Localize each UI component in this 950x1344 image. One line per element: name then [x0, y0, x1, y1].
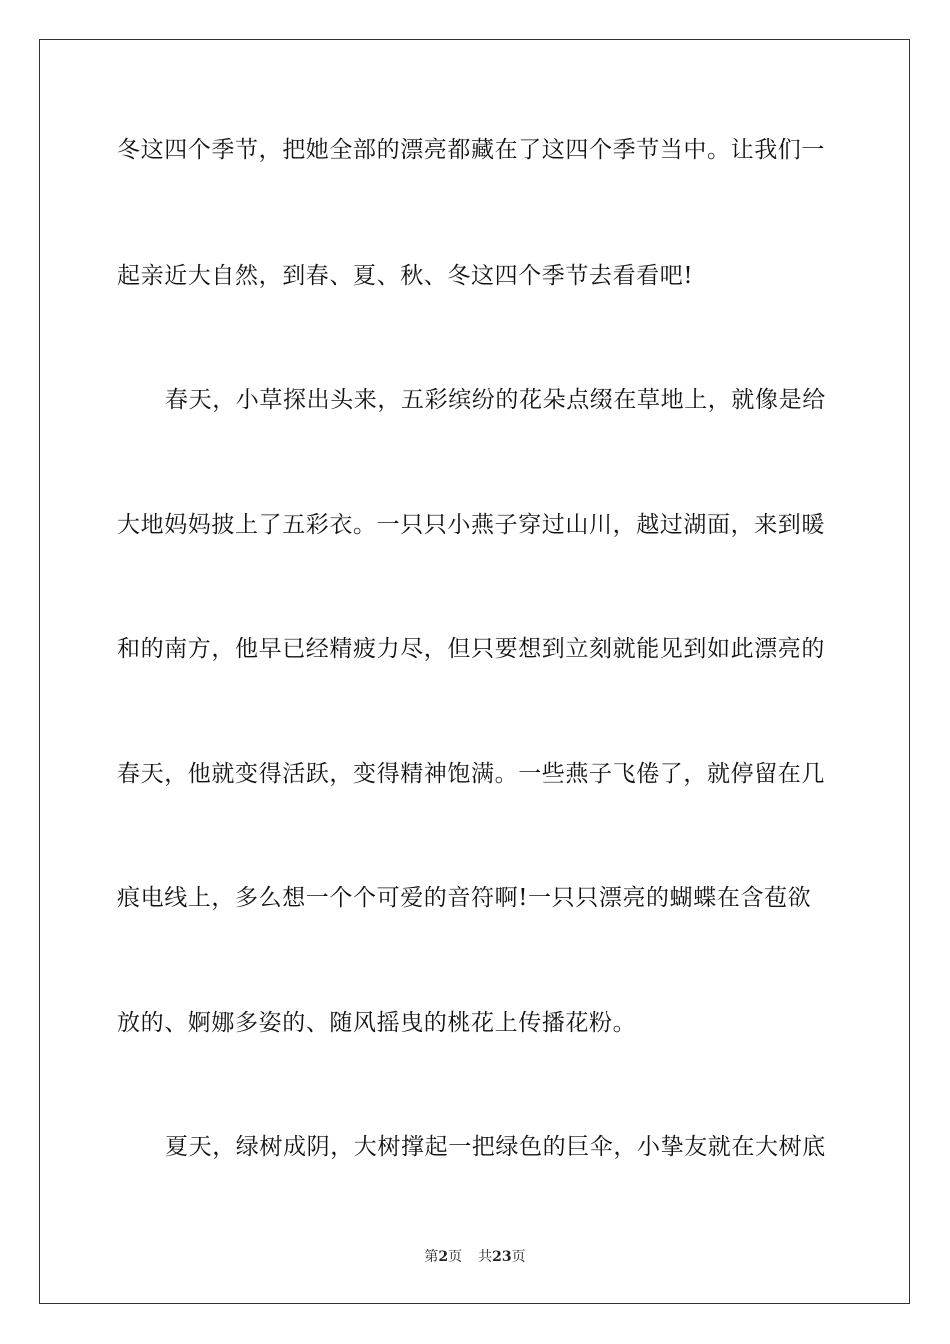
paragraph-start-line: 春天，小草探出头来，五彩缤纷的花朵点缀在草地上，就像是给 [165, 387, 826, 413]
page-suffix: 页 [448, 1249, 463, 1265]
page-prefix: 第 [424, 1249, 439, 1265]
page-footer [0, 1247, 950, 1267]
text-line: 大地妈妈披上了五彩衣。一只只小燕子穿过山川，越过湖面，来到暖 [117, 512, 825, 538]
text-line: 起亲近大自然，到春、夏、秋、冬这四个季节去看看吧! [117, 263, 694, 289]
page-border [39, 39, 910, 1304]
paragraph-start-line: 夏天，绿树成阴，大树撑起一把绿色的巨伞，小挚友就在大树底 [165, 1134, 826, 1160]
page-number: 2 [438, 1249, 449, 1265]
text-line: 放的、婀娜多姿的、随风摇曳的桃花上传播花粉。 [117, 1010, 637, 1036]
text-line: 冬这四个季节，把她全部的漂亮都藏在了这四个季节当中。让我们一 [117, 137, 825, 163]
total-suffix: 页 [511, 1249, 526, 1265]
text-line: 和的南方，他早已经精疲力尽，但只要想到立刻就能见到如此漂亮的 [117, 636, 825, 662]
text-line: 痕电线上，多么想一个个可爱的音符啊!一只只漂亮的蝴蝶在含苞欲 [117, 885, 812, 911]
total-prefix: 共 [478, 1249, 493, 1265]
total-pages: 23 [492, 1249, 512, 1265]
text-line: 春天，他就变得活跃，变得精神饱满。一些燕子飞倦了，就停留在几 [117, 761, 825, 787]
